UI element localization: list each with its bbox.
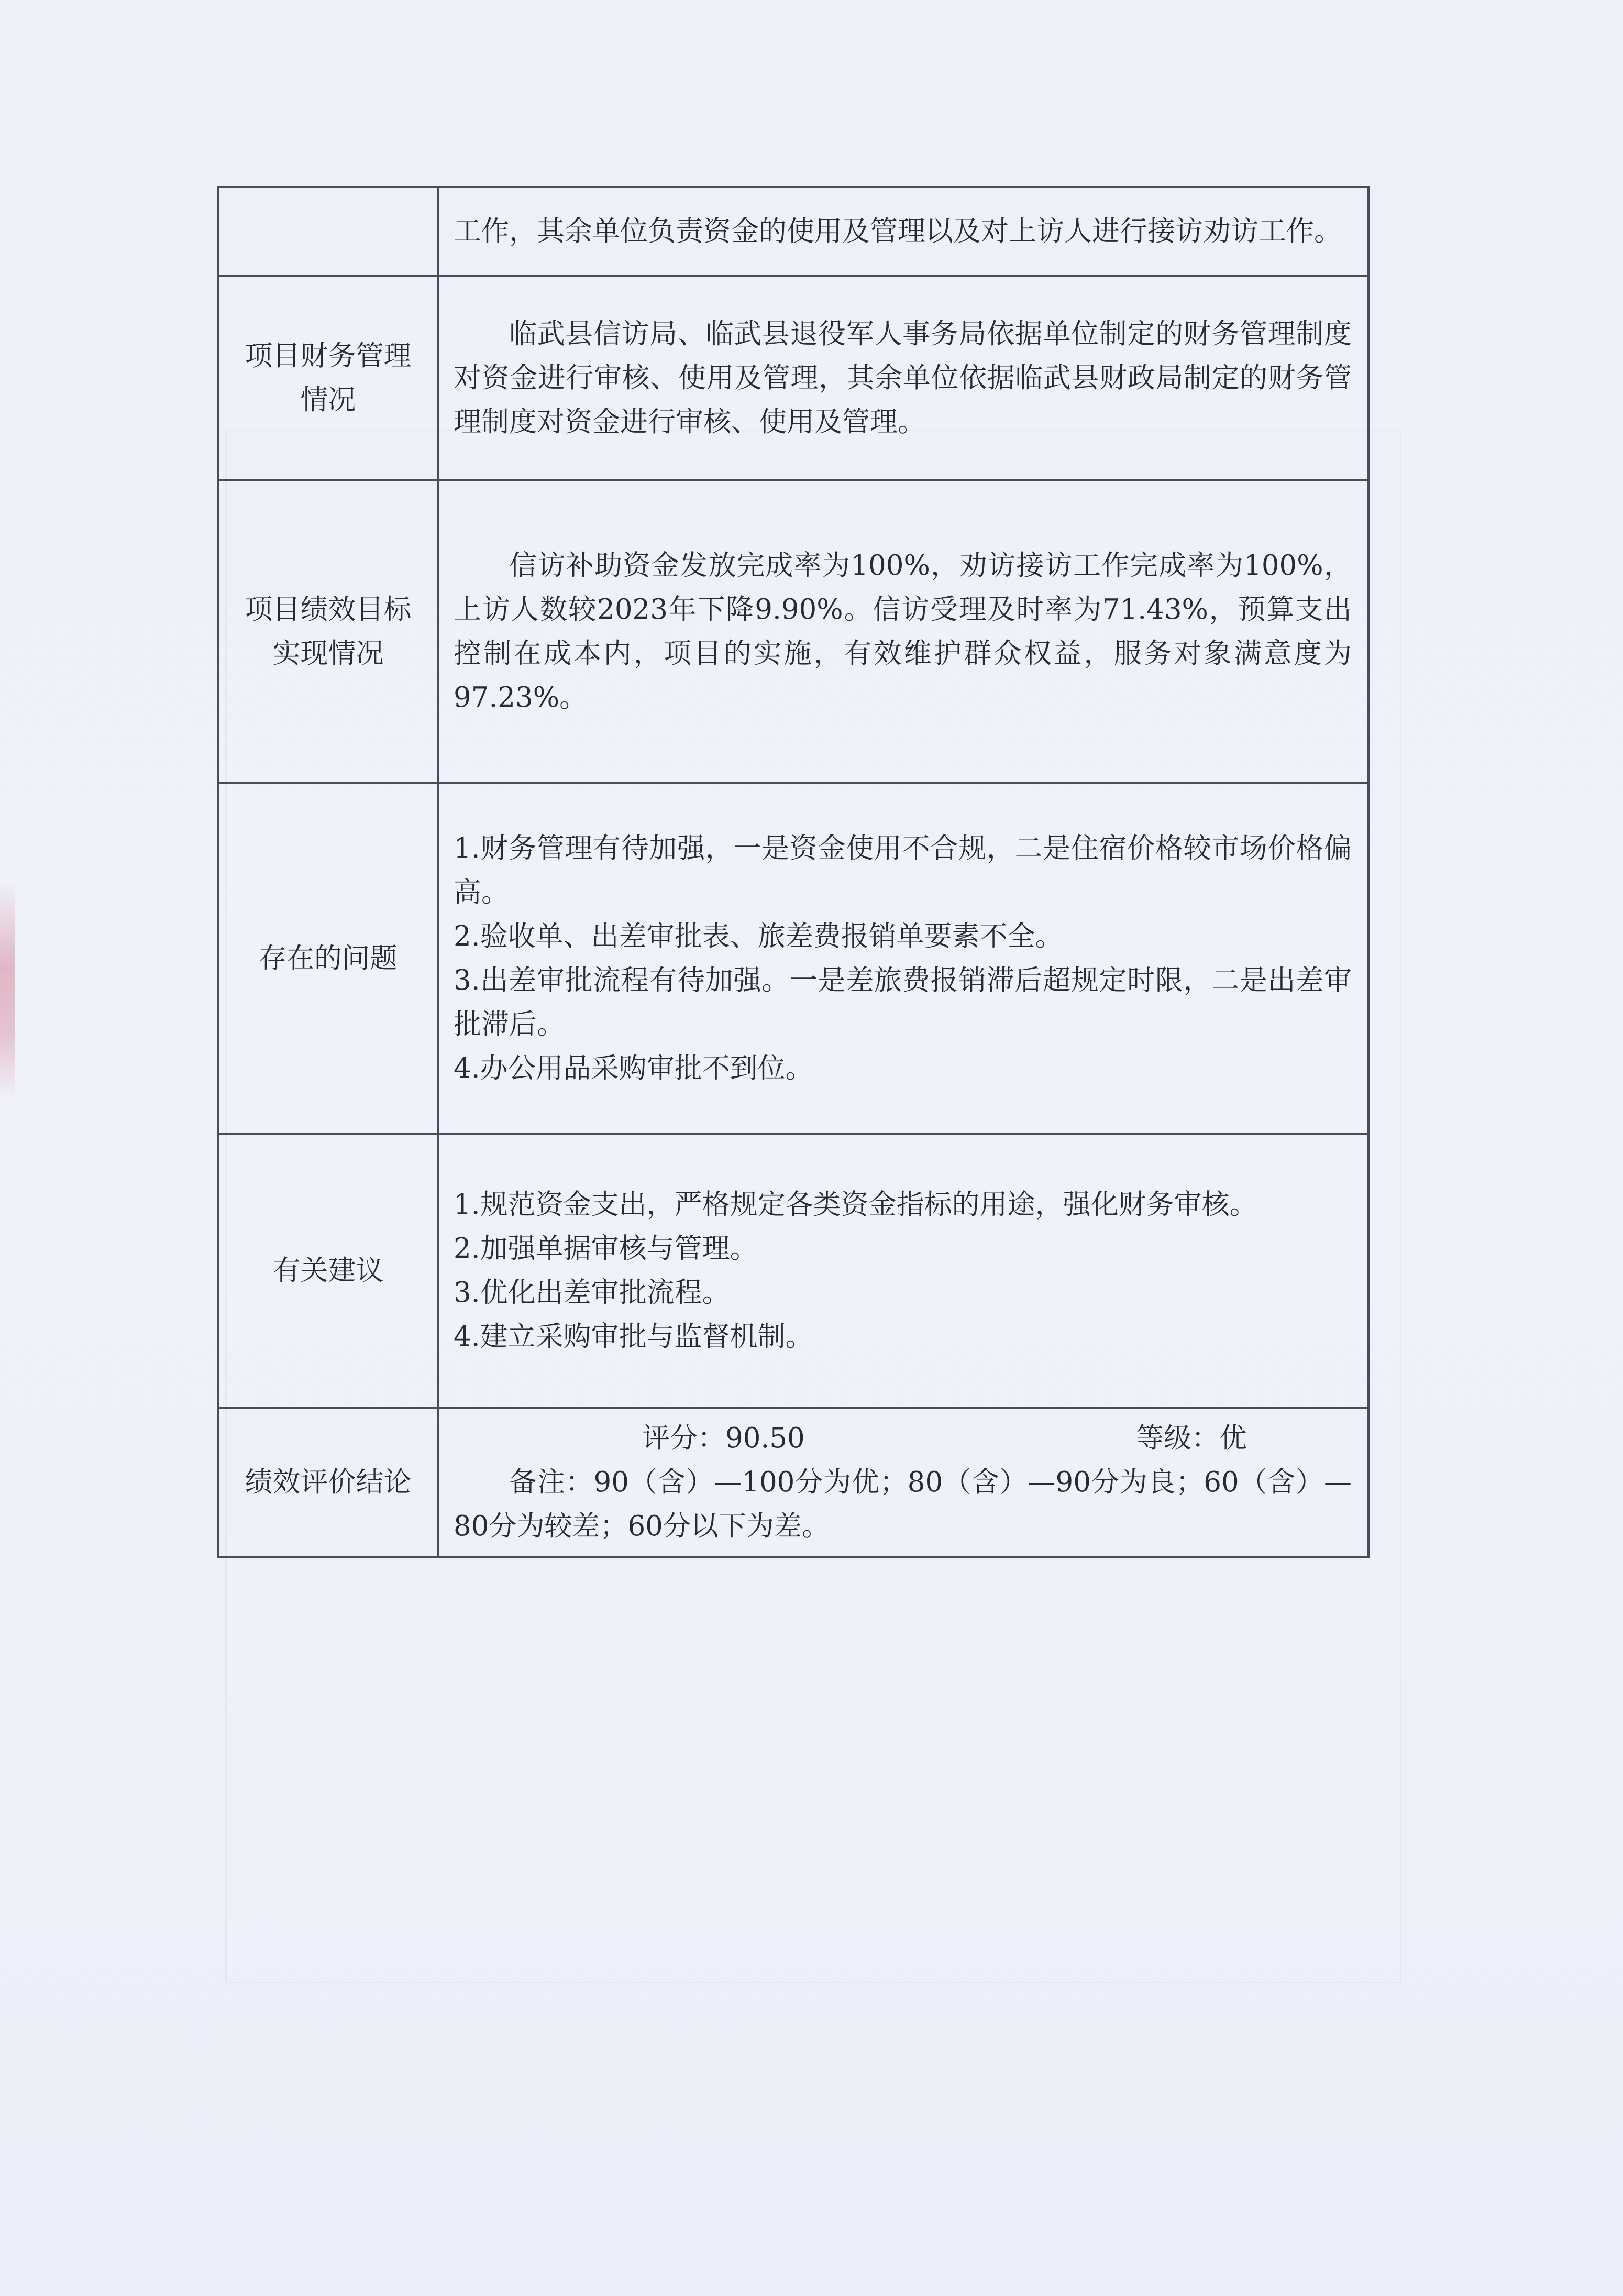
conclusion-content-cell — [438, 1408, 1368, 1557]
suggestions-label-cell — [218, 1134, 438, 1408]
grade-value: 等级：优 — [1136, 1422, 1247, 1454]
row-performance-goals — [218, 480, 1368, 783]
empty-label-cell — [218, 187, 438, 276]
row-existing-problems — [218, 783, 1368, 1134]
finance-text: 临武县信访局、临武县退役军人事务局依据单位制定的财务管理制度对资金进行审核、使用及管理，其余单位依据临武县财政局制定的财务管理制度对资金进行审核、使用及管理。 — [454, 318, 1352, 438]
problem-item-4: 4.办公用品采购审批不到位。 — [454, 1052, 813, 1084]
finance-label-line2: 情况 — [300, 384, 356, 416]
performance-evaluation-table — [217, 186, 1370, 1558]
suggestion-item-3: 3.优化出差审批流程。 — [454, 1277, 730, 1309]
problems-label-cell — [218, 783, 438, 1134]
suggestion-item-2: 2.加强单据审核与管理。 — [454, 1233, 758, 1265]
row-finance-management — [218, 276, 1368, 480]
performance-label-line1: 项目绩效目标 — [245, 594, 412, 625]
performance-content-cell — [438, 480, 1368, 783]
problem-item-1: 1.财务管理有待加强，一是资金使用不合规，二是住宿价格较市场价格偏高。 — [454, 832, 1352, 908]
finance-label-line1: 项目财务管理 — [245, 340, 412, 372]
row-evaluation-conclusion — [218, 1408, 1368, 1557]
row-suggestions — [218, 1134, 1368, 1408]
performance-text: 信访补助资金发放完成率为100%，劝访接访工作完成率为100%，上访人数较2023年下降9.90%。信访受理及时率为71.43%，预算支出控制在成本内，项目的实施，有效维护群众权益，服务对象满意度为97.23%。 — [454, 550, 1352, 713]
problem-item-3: 3.出差审批流程有待加强。一是差旅费报销滞后超规定时限，二是出差审批滞后。 — [454, 964, 1352, 1040]
score-grade-line — [454, 1416, 1352, 1460]
problems-content-cell — [438, 783, 1368, 1134]
problems-label: 存在的问题 — [259, 942, 398, 974]
suggestion-item-4: 4.建立采购审批与监督机制。 — [454, 1321, 813, 1353]
grading-note: 备注：90（含）—100分为优；80（含）—90分为良；60（含）—80分为较差；60分以下为差。 — [454, 1466, 1352, 1542]
score-value: 评分：90.50 — [642, 1422, 805, 1454]
conclusion-label-cell — [218, 1408, 438, 1557]
row-continuation — [218, 187, 1368, 276]
problem-item-2: 2.验收单、出差审批表、旅差费报销单要素不全。 — [454, 920, 1063, 952]
red-seal-edge — [0, 880, 15, 1100]
performance-label-cell — [218, 480, 438, 783]
suggestions-content-cell — [438, 1134, 1368, 1408]
finance-content-cell — [438, 276, 1368, 480]
finance-label-cell — [218, 276, 438, 480]
suggestion-item-1: 1.规范资金支出，严格规定各类资金指标的用途，强化财务审核。 — [454, 1189, 1257, 1221]
conclusion-label: 绩效评价结论 — [245, 1466, 412, 1498]
continuation-text: 工作，其余单位负责资金的使用及管理以及对上访人进行接访劝访工作。 — [438, 187, 1368, 276]
suggestions-label: 有关建议 — [272, 1255, 384, 1287]
performance-label-line2: 实现情况 — [272, 638, 384, 669]
